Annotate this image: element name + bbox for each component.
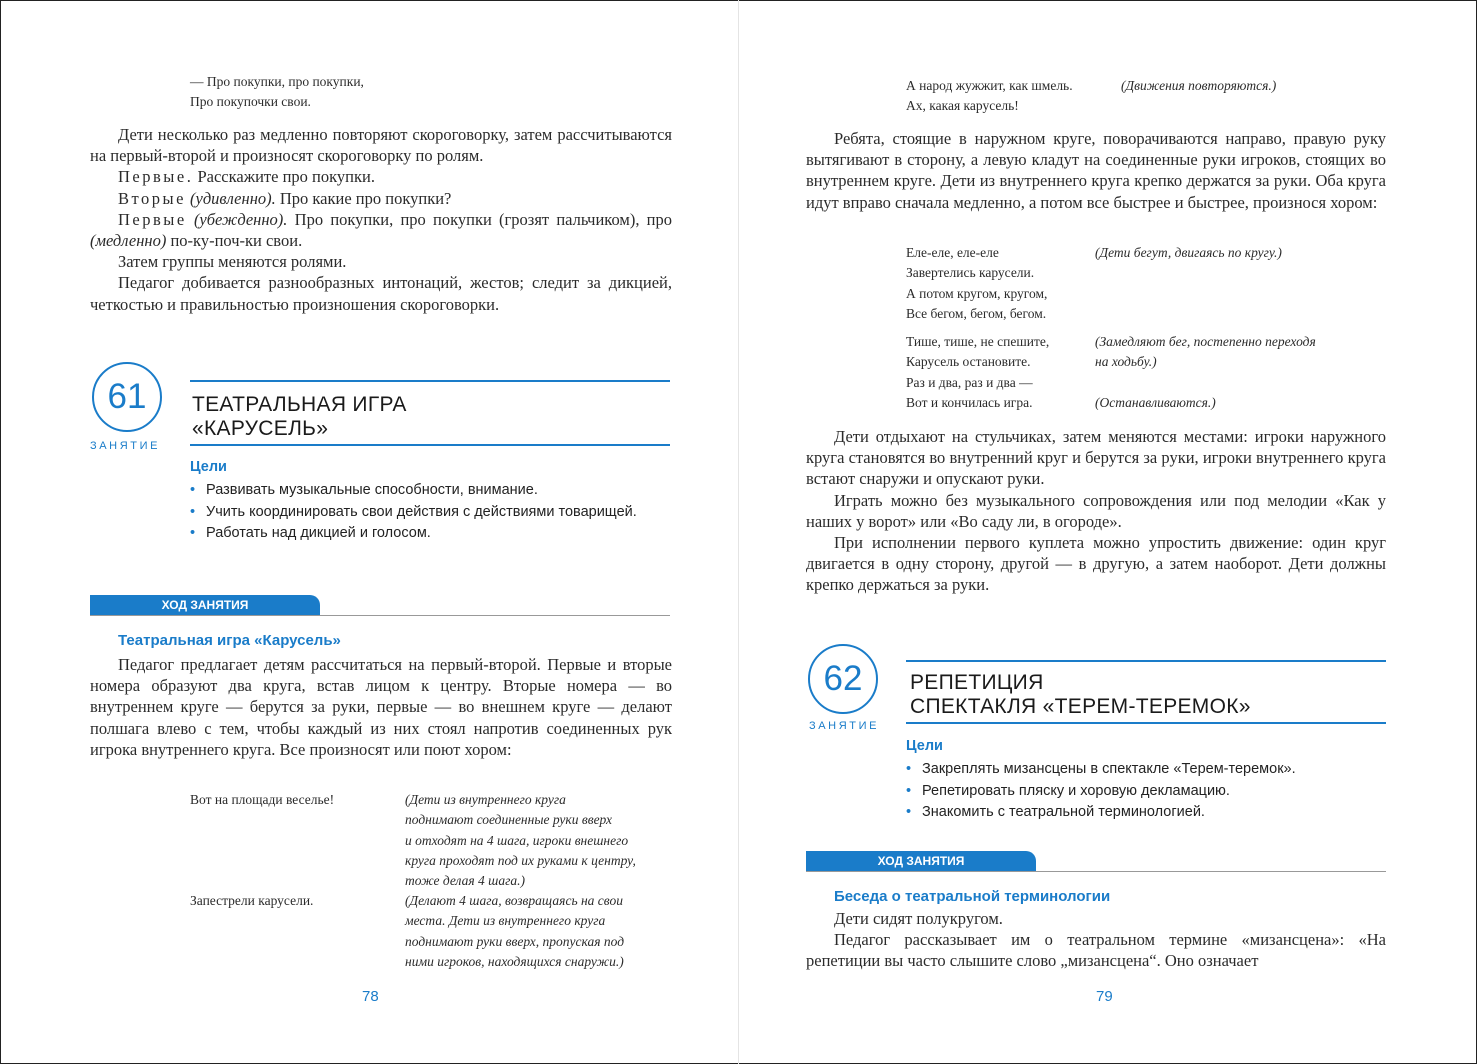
verse-line: А потом кругом, кругом, [906, 286, 1048, 301]
lesson-number-badge: 62 [808, 644, 878, 714]
page-fold [738, 0, 739, 1064]
page-number: 78 [362, 988, 379, 1005]
lesson-progress-tab: ХОД ЗАНЯТИЯ [90, 595, 320, 615]
goals-list [906, 759, 1386, 824]
lesson-label: ЗАНЯТИЕ [90, 440, 161, 452]
verse-line: Все бегом, бегом, бегом. [906, 306, 1047, 321]
verse-line: Карусель остановите. [906, 354, 1031, 369]
paragraph: Педагог предлагает детям рассчитаться на первый-второй. Первые и вторые номера образуют два круга, встав лицом к центру. Вторые номера — во внутреннем круге — берутся за руки, первые — во внешнем круге — делают полшага влево с тем, чтобы каждый из них стоял напротив соединенных рук игрока внутреннего круга. Все произносят или поют хором: [90, 655, 672, 759]
goal-item: • Развивать музыкальные способности, внимание. [190, 482, 538, 498]
right-page [806, 0, 1386, 1064]
dialogue-line: Первые. Расскажите про покупки. [118, 167, 375, 187]
verse-line: Раз и два, раз и два — [906, 375, 1033, 390]
top-verse [906, 76, 1386, 120]
stage-note: (Останавливаются.) [1095, 395, 1216, 410]
paragraph: При исполнении первого куплета можно упростить движение: один круг двигается в одну сторону, другой — в другую, а затем наоборот. Дети должны крепко держаться за руки. [806, 533, 1386, 595]
page-number: 79 [1096, 988, 1113, 1005]
section-subheading: Театральная игра «Карусель» [118, 632, 341, 649]
stage-note: (Делают 4 шага, возвращаясь на свои места. Дети из внутреннего круга поднимают руки вверх, пропуская под ними игроков, находящихся снаружи.) [405, 893, 625, 969]
paragraph-block [806, 128, 1386, 213]
lesson-body [806, 908, 1386, 972]
lesson-title: ТЕАТРАЛЬНАЯ ИГРА «КАРУСЕЛЬ» [192, 393, 407, 440]
goal-item: • Работать над дикцией и голосом. [190, 525, 431, 542]
title-rule-bottom [906, 722, 1386, 724]
lesson-label: ЗАНЯТИЕ [809, 720, 880, 732]
paragraph: Дети отдыхают на стульчиках, затем меняются местами: игроки наружного круга становятся во внутренний круг и берутся за руки, игроки внутреннего круга встают снаружи и опускают руки. [806, 427, 1386, 489]
verse-line: Завертелись карусели. [906, 265, 1035, 280]
lesson-progress-tab: ХОД ЗАНЯТИЯ [806, 851, 1036, 871]
dialogue-line: Первые (убежденно). Про покупки, про покупки (грозят пальчиком), про (медленно) по-ку-поч-ки свои. [90, 209, 673, 251]
paragraph: Дети сидят полукругом. [834, 909, 1003, 928]
goal-item: • Репетировать пляску и хоровую декламацию. [906, 782, 1230, 799]
paragraph: Играть можно без музыкального сопровождения или под мелодии «Как у наших у ворот» или «Во саду ли, в огороде». [806, 490, 1386, 531]
stage-note: (Замедляют бег, постепенно переходя на ходьбу.) [1095, 334, 1316, 370]
goal-item: • Знакомить с театральной терминологией. [906, 804, 1205, 821]
tab-rule [90, 615, 670, 616]
poem-line: Про покупочки свои. [190, 94, 311, 109]
lesson-title: РЕПЕТИЦИЯ СПЕКТАКЛЯ «ТЕРЕМ-ТЕРЕМОК» [910, 671, 1251, 718]
dialogue-line: Вторые (удивленно). Про какие про покупки? [118, 188, 452, 208]
goal-item: • Закреплять мизансцены в спектакле «Терем-теремок». [906, 761, 1296, 777]
verse-line: Вот и кончилась игра. [906, 395, 1033, 410]
verse-block [190, 790, 670, 980]
title-rule-top [906, 660, 1386, 662]
paragraph: Дети несколько раз медленно повторяют скороговорку, затем рассчитываются на первый-второй и произносят скороговорку по ролям. [90, 125, 672, 166]
paragraph: Педагог рассказывает им о театральном термине «мизансцена»: «На репетиции вы часто слышите слово „мизансцена“. Оно означает [806, 930, 1386, 971]
poem-line: — Про покупки, про покупки, [190, 74, 364, 89]
goal-item: • Учить координировать свои действия с действиями товарищей. [190, 503, 637, 520]
verse-line: Еле-еле, еле-еле [906, 245, 999, 260]
paragraph: Ребята, стоящие в наружном круге, поворачиваются направо, правую руку вытягивают в сторону, а левую кладут на соединенные руки игроков, стоящих во внутреннем круге. Дети из внутреннего круга крепко держатся за руки. Оба круга идут вправо сначала медленно, а потом все быстрее и быстрее, произнося хором: [806, 129, 1386, 212]
verse-line: Тише, тише, не спешите, [906, 334, 1050, 349]
paragraph: Затем группы меняются ролями. [118, 252, 347, 272]
tab-rule [806, 871, 1386, 872]
goals-list [190, 480, 670, 545]
verse-stanzas [906, 243, 1386, 413]
verse-line: Запестрели карусели. [190, 893, 314, 908]
paragraph: Педагог добивается разнообразных интонаций, жестов; следит за дикцией, четкостью и правильностью произношения скороговорки. [90, 273, 672, 314]
stage-note: (Дети бегут, двигаясь по кругу.) [1095, 245, 1282, 260]
title-rule-bottom [190, 444, 670, 446]
verse-line: Вот на площади веселье! [190, 792, 335, 807]
lesson-number-badge: 61 [92, 362, 162, 432]
stage-note: (Движения повторяются.) [1121, 78, 1277, 93]
paragraph-block [806, 426, 1386, 596]
lesson-body [90, 654, 672, 760]
goals-heading: Цели [190, 459, 227, 475]
verse-line: Ах, какая карусель! [906, 98, 1019, 113]
left-page [90, 0, 672, 1064]
stage-note: (Дети из внутреннего круга поднимают соединенные руки вверх и отходят на 4 шага, игроки внешнего круга проходят под их руками к центру, тоже делая 4 шага.) [405, 792, 636, 889]
title-rule-top [190, 380, 670, 382]
goals-heading: Цели [906, 738, 943, 754]
section-subheading: Беседа о театральной терминологии [834, 888, 1111, 905]
intro-text [90, 124, 672, 315]
verse-line: А народ жужжит, как шмель. [906, 78, 1073, 93]
